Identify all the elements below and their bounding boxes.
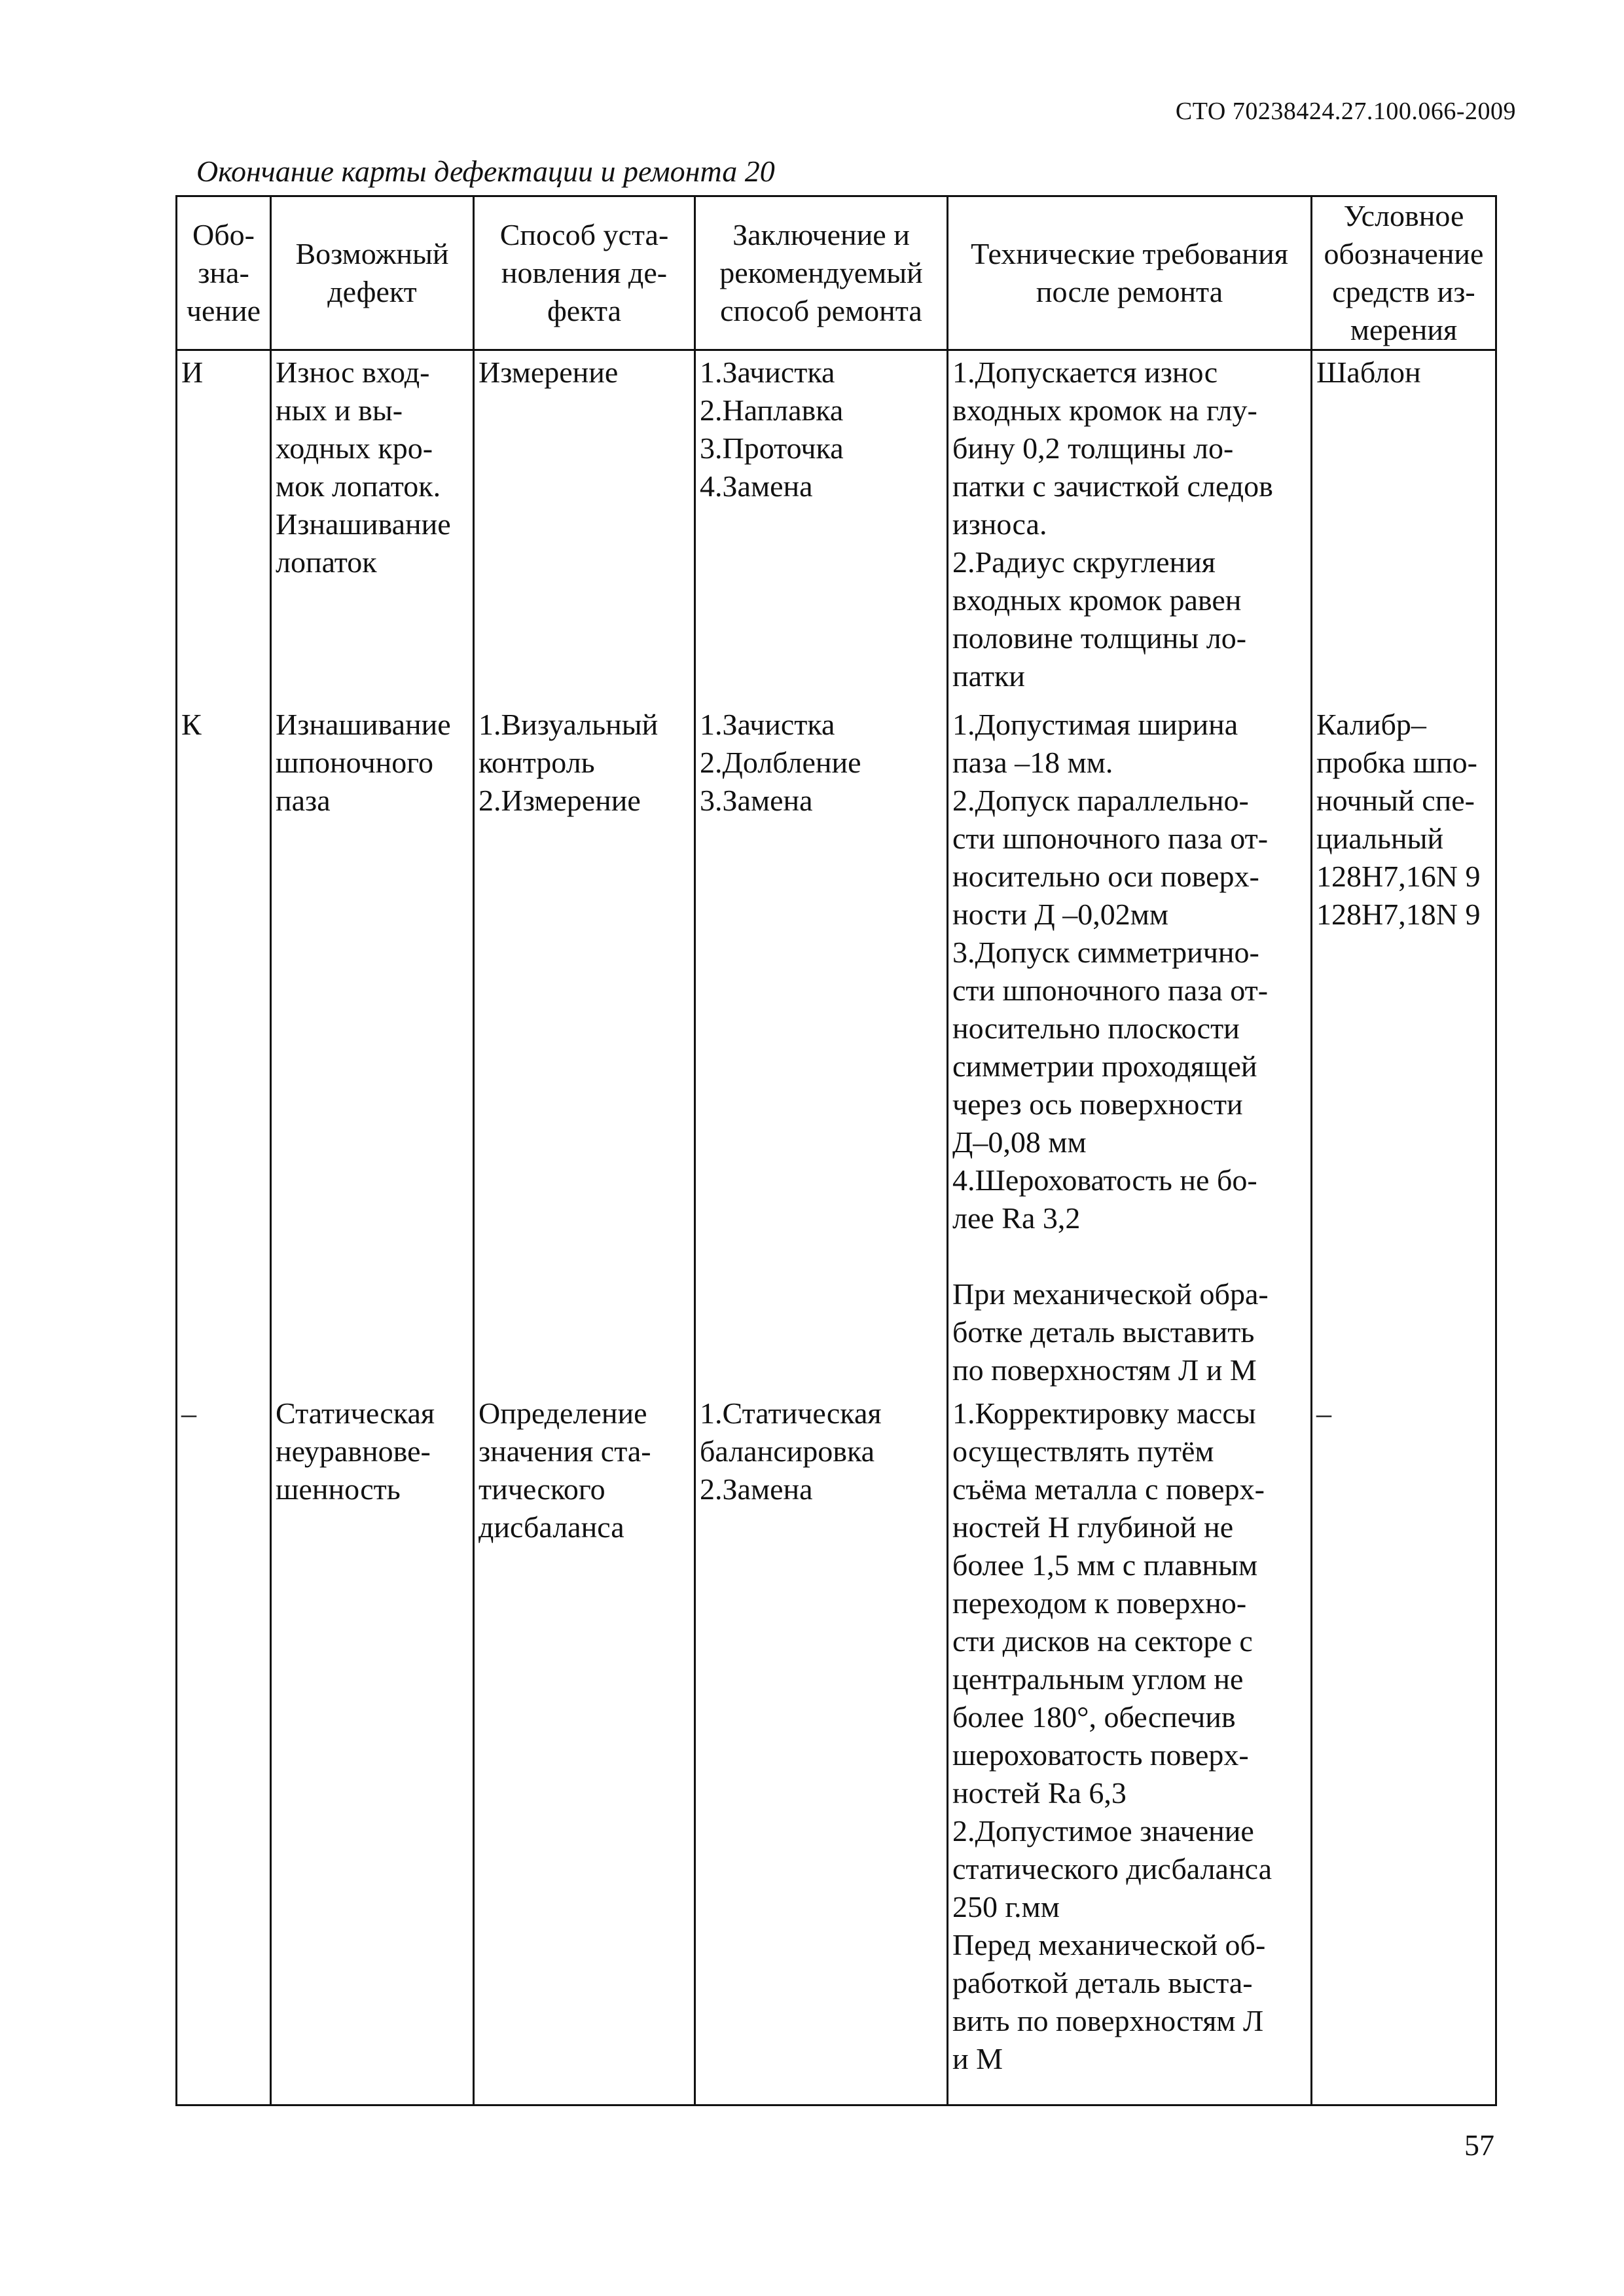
column-header-requirements: Технические требования после ремонта <box>948 196 1312 350</box>
cell-conclusion: 1.Зачистка 2.Наплавка 3.Проточка 4.Замена <box>695 350 948 704</box>
cell-instrument: Шаблон <box>1312 350 1496 704</box>
defect-repair-table <box>175 195 1497 2106</box>
column-header-designation: Обо- зна- чение <box>177 196 271 350</box>
cell-designation: К <box>177 703 271 1392</box>
cell-designation: И <box>177 350 271 704</box>
cell-designation: – <box>177 1392 271 2105</box>
cell-method: 1.Визуальный контроль 2.Измерение <box>474 703 695 1392</box>
cell-instrument: – <box>1312 1392 1496 2105</box>
cell-requirements: 1.Корректировку массы осуществлять путём съёма металла с поверх- ностей Н глубиной не более 1,5 мм с плавным переходом к поверхно- сти дисков на секторе с центральным углом не более 180°, обеспечив шероховатость поверх- ностей Ra 6,3 2.Допустимое значение статического дисбаланса 250 г.мм Перед механической об- работкой деталь выста- вить по поверхностям Л и М <box>948 1392 1312 2105</box>
table-row <box>177 350 1496 704</box>
cell-instrument: Калибр– пробка шпо- ночный спе- циальный 128Н7,16N 9 128Н7,18N 9 <box>1312 703 1496 1392</box>
document-code: СТО 70238424.27.100.066-2009 <box>1175 98 1516 125</box>
cell-conclusion: 1.Статическая балансировка 2.Замена <box>695 1392 948 2105</box>
column-header-method: Способ уста- новления де- фекта <box>474 196 695 350</box>
cell-requirements: 1.Допустимая ширина паза –18 мм. 2.Допуск параллельно- сти шпоночного паза от- носительно оси поверх- ности Д –0,02мм 3.Допуск симметрично- сти шпоночного паза от- носительно плоскости симметрии проходящей через ось поверхности Д–0,08 мм 4.Шероховатость не бо- лее Ra 3,2 При механической обра- ботке деталь выставить по поверхностям Л и М <box>948 703 1312 1392</box>
column-header-defect: Возможный дефект <box>271 196 474 350</box>
column-header-conclusion: Заключение и рекомендуемый способ ремонта <box>695 196 948 350</box>
cell-defect: Изнашивание шпоночного паза <box>271 703 474 1392</box>
cell-method: Измерение <box>474 350 695 704</box>
cell-method: Определение значения ста- тического дисбаланса <box>474 1392 695 2105</box>
cell-conclusion: 1.Зачистка 2.Долбление 3.Замена <box>695 703 948 1392</box>
table-caption: Окончание карты дефектации и ремонта 20 <box>196 155 775 188</box>
table-row <box>177 1392 1496 2105</box>
table-row <box>177 703 1496 1392</box>
cell-defect: Износ вход- ных и вы- ходных кро- мок лопаток. Изнашивание лопаток <box>271 350 474 704</box>
column-header-instrument: Условное обозначение средств из- мерения <box>1312 196 1496 350</box>
table-header-row <box>177 196 1496 350</box>
cell-requirements: 1.Допускается износ входных кромок на глу- бину 0,2 толщины ло- патки с зачисткой следов износа. 2.Радиус скругления входных кромок равен половине толщины ло- патки <box>948 350 1312 704</box>
page-number: 57 <box>1464 2128 1494 2162</box>
cell-defect: Статическая неуравнове- шенность <box>271 1392 474 2105</box>
